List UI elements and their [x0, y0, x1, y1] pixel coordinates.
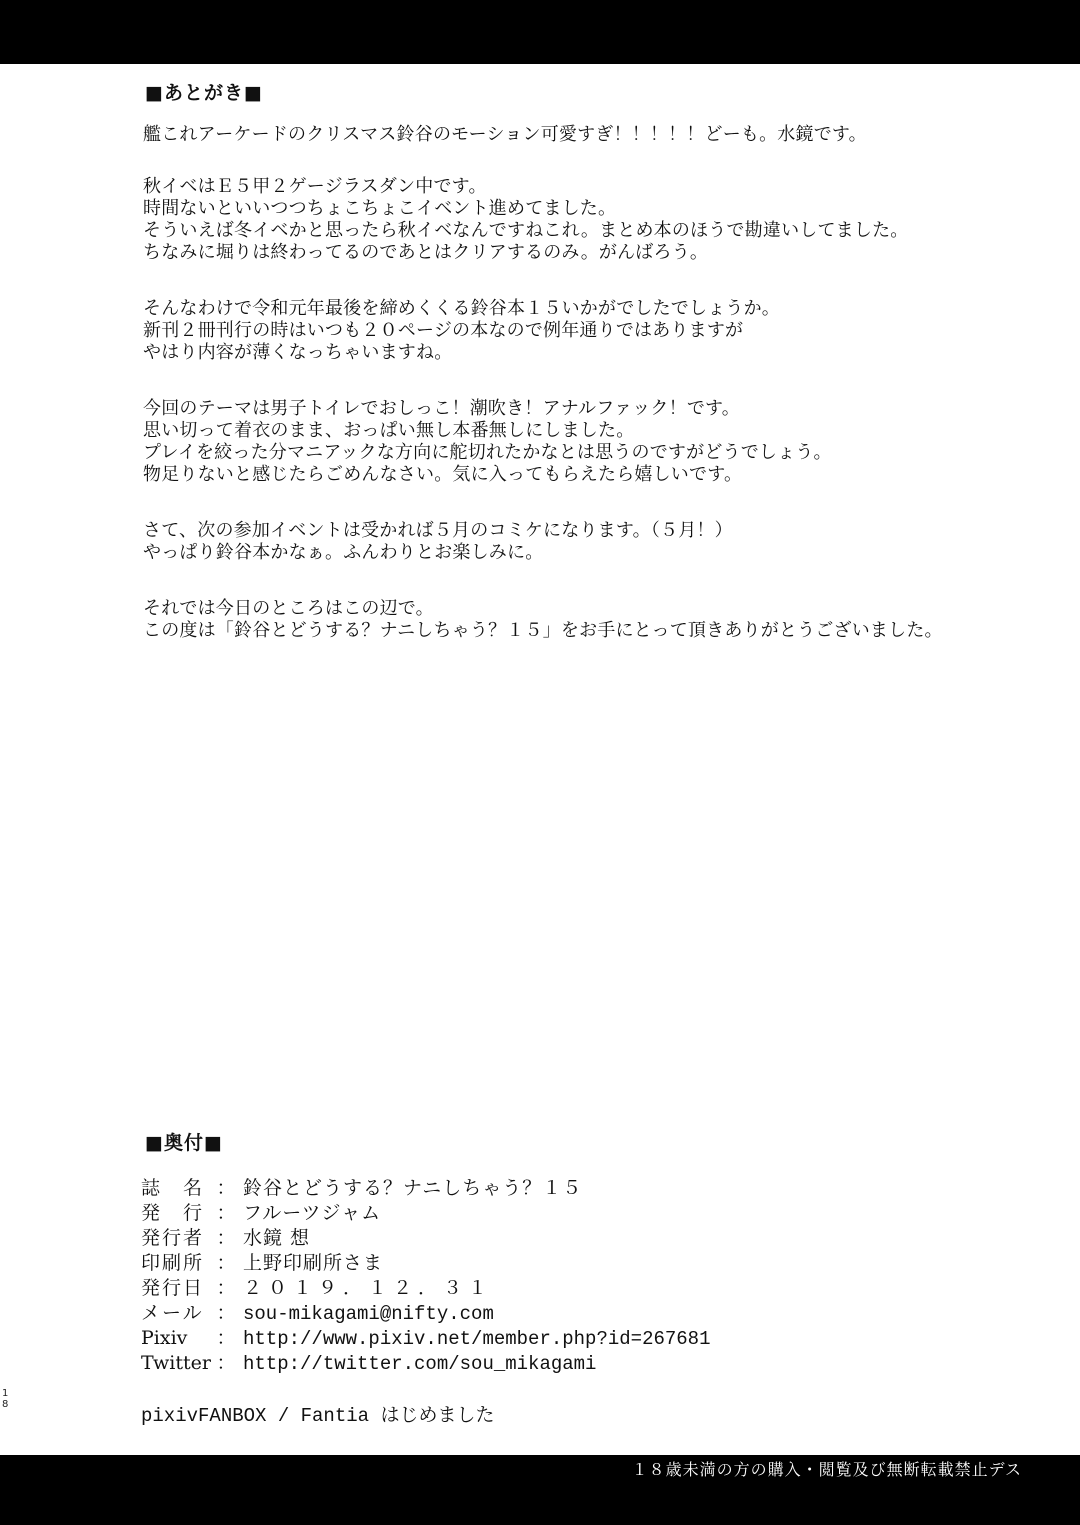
colophon-row-date — [141, 1273, 841, 1298]
afterword-line: さて、次の参加イベントは受かれば５月のコミケになります。（５月！） — [143, 520, 733, 541]
afterword-line: この度は「鈴谷とどうする？ナニしちゃう？１５」をお手にとって頂きありがとうございました。 — [143, 620, 943, 641]
fanbox-suffix: はじめました — [380, 1404, 495, 1426]
colophon-value: 鈴谷とどうする？ナニしちゃう？１５ — [243, 1177, 583, 1199]
colophon-row-publisher — [141, 1198, 841, 1223]
fanbox-notice — [141, 1400, 494, 1427]
colophon-label: メール — [141, 1302, 204, 1324]
afterword-line: それでは今日のところはこの辺で。 — [143, 598, 434, 619]
colophon-row-title — [141, 1173, 841, 1198]
page-number: 18 — [2, 1388, 9, 1410]
top-black-bar — [0, 0, 1080, 64]
afterword-body — [143, 124, 1053, 642]
colophon-heading: ■奥付■ — [145, 1132, 223, 1154]
colophon-value: ２０１９．１２．３１ — [243, 1277, 494, 1299]
twitter-link[interactable]: http://twitter.com/sou_mikagami — [243, 1353, 597, 1375]
colophon-label: 誌 名 — [141, 1177, 205, 1199]
afterword-paragraph — [143, 124, 1053, 146]
afterword-line: やはり内容が薄くなっちゃいますね。 — [143, 342, 453, 363]
colophon-separator: ： — [216, 1252, 236, 1274]
colophon-separator: ： — [216, 1327, 236, 1349]
colophon-label: 発行日 — [141, 1277, 205, 1299]
colophon-label: 発行者 — [141, 1227, 205, 1249]
afterword-line: 艦これアーケードのクリスマス鈴谷のモーション可愛すぎ！！！！！どーも。水鏡です。 — [143, 124, 867, 145]
colophon-row-pixiv — [141, 1323, 841, 1348]
colophon-separator: ： — [216, 1177, 236, 1199]
afterword-line: 時間ないといいつつちょこちょこイベント進めてました。 — [143, 198, 617, 219]
afterword-heading: ■あとがき■ — [145, 82, 263, 104]
colophon-row-printer — [141, 1248, 841, 1273]
age-warning: １８歳未満の方の購入・閲覧及び無断転載禁止デス — [631, 1460, 1022, 1479]
afterword-line: 思い切って着衣のまま、おっぱい無し本番無しにしました。 — [143, 420, 635, 441]
afterword-line: プレイを絞った分マニアックな方向に舵切れたかなとは思うのですがどうでしょう。 — [143, 442, 832, 463]
colophon-label: Pixiv — [141, 1327, 188, 1349]
colophon-value: 水鏡 想 — [243, 1227, 311, 1249]
colophon-separator: ： — [216, 1352, 236, 1374]
fanbox-prefix: pixivFANBOX / Fantia — [141, 1405, 381, 1427]
afterword-paragraph — [143, 520, 1053, 564]
colophon-label: Twitter — [141, 1352, 211, 1374]
colophon-row-twitter — [141, 1348, 841, 1373]
colophon-row-email — [141, 1298, 841, 1323]
colophon-label: 発 行 — [141, 1202, 205, 1224]
colophon-value: 上野印刷所さま — [243, 1252, 384, 1274]
afterword-line: そんなわけで令和元年最後を締めくくる鈴谷本１５いかがでしたでしょうか。 — [143, 298, 780, 319]
afterword-line: 今回のテーマは男子トイレでおしっこ！潮吹き！アナルファック！です。 — [143, 398, 740, 419]
afterword-line: ちなみに堀りは終わってるのであとはクリアするのみ。がんばろう。 — [143, 242, 709, 263]
afterword-paragraph — [143, 598, 1053, 642]
colophon-separator: ： — [216, 1302, 236, 1324]
colophon-table — [141, 1173, 841, 1373]
afterword-paragraph — [143, 398, 1053, 486]
colophon-separator: ： — [216, 1277, 236, 1299]
afterword-line: 新刊２冊刊行の時はいつも２０ページの本なので例年通りではありますが — [143, 320, 744, 341]
colophon-separator: ： — [216, 1202, 236, 1224]
afterword-paragraph — [143, 176, 1053, 264]
colophon-label: 印刷所 — [141, 1252, 205, 1274]
afterword-line: やっぱり鈴谷本かなぁ。ふんわりとお楽しみに。 — [143, 542, 544, 563]
colophon-row-issuer — [141, 1223, 841, 1248]
afterword-line: そういえば冬イベかと思ったら秋イベなんですねこれ。まとめ本のほうで勘違いしてました。 — [143, 220, 909, 241]
afterword-line: 物足りないと感じたらごめんなさい。気に入ってもらえたら嬉しいです。 — [143, 464, 743, 485]
afterword-paragraph — [143, 298, 1053, 364]
email-link[interactable]: sou-mikagami@nifty.com — [243, 1303, 494, 1325]
pixiv-link[interactable]: http://www.pixiv.net/member.php?id=267681 — [243, 1328, 711, 1350]
colophon-separator: ： — [216, 1227, 236, 1249]
afterword-line: 秋イベはＥ５甲２ゲージラスダン中です。 — [143, 176, 487, 197]
colophon-value: フルーツジャム — [243, 1202, 382, 1224]
